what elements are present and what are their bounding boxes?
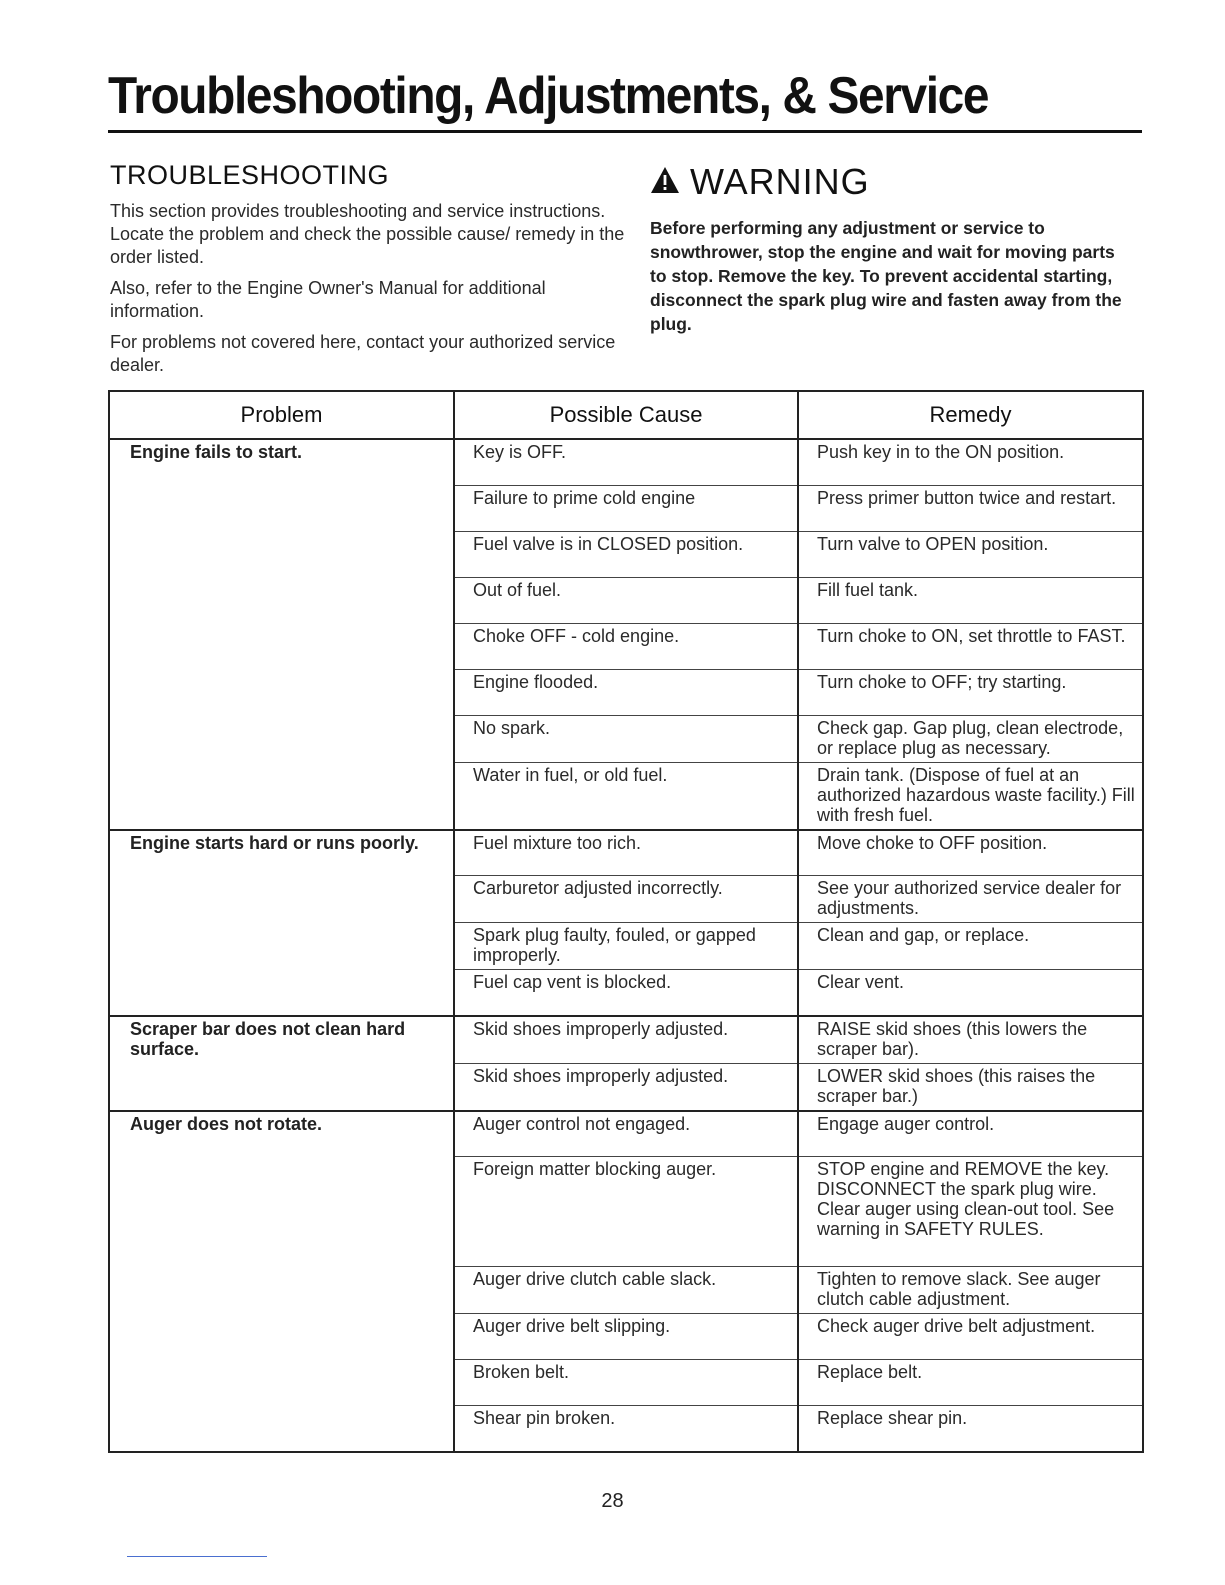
cause-cell: Carburetor adjusted incorrectly. (454, 876, 798, 923)
cause-cell: Out of fuel. (454, 577, 798, 623)
remedy-cell: Drain tank. (Dispose of fuel at an authorized hazardous waste facility.) Fill with fresh fuel. (798, 762, 1143, 830)
cause-cell: Water in fuel, or old fuel. (454, 762, 798, 830)
problem-cell: Engine fails to start. (109, 439, 454, 830)
remedy-cell: Fill fuel tank. (798, 577, 1143, 623)
cause-cell: Fuel cap vent is blocked. (454, 970, 798, 1016)
page-title: Troubleshooting, Adjustments, & Service (108, 67, 989, 125)
problem-cell: Engine starts hard or runs poorly. (109, 830, 454, 1016)
table-row (109, 1016, 1143, 1064)
cause-cell: Fuel mixture too rich. (454, 830, 798, 876)
table-row (109, 439, 1143, 485)
intro-paragraph: Also, refer to the Engine Owner's Manual for additional information. (110, 278, 546, 321)
cause-cell: Failure to prime cold engine (454, 485, 798, 531)
page-number: 28 (601, 1490, 624, 1512)
cause-cell: Key is OFF. (454, 439, 798, 485)
remedy-cell: Move choke to OFF position. (798, 830, 1143, 876)
remedy-cell: Clear vent. (798, 970, 1143, 1016)
cause-cell: Auger drive belt slipping. (454, 1314, 798, 1360)
warning-text: Before performing any adjustment or service to snowthrower, stop the engine and wait for moving parts to stop. Remove the key. To prevent accidental starting, disconnect the spark plug wire and fasten away from the plug. (650, 218, 1122, 334)
remedy-cell: Turn choke to OFF; try starting. (798, 669, 1143, 715)
remedy-cell: Replace belt. (798, 1360, 1143, 1406)
remedy-cell: Engage auger control. (798, 1111, 1143, 1157)
problem-cell: Scraper bar does not clean hard surface. (109, 1016, 454, 1111)
remedy-cell: Tighten to remove slack. See auger clutch cable adjustment. (798, 1267, 1143, 1314)
section-heading: TROUBLESHOOTING (110, 160, 390, 190)
remedy-cell: LOWER skid shoes (this raises the scraper bar.) (798, 1063, 1143, 1111)
remedy-cell: Clean and gap, or replace. (798, 923, 1143, 970)
remedy-cell: Check gap. Gap plug, clean electrode, or replace plug as necessary. (798, 715, 1143, 762)
cause-cell: No spark. (454, 715, 798, 762)
remedy-cell: RAISE skid shoes (this lowers the scraper bar). (798, 1016, 1143, 1064)
column-header-cause: Possible Cause (454, 391, 798, 439)
warning-box (650, 160, 1130, 336)
footer-underline (127, 1556, 267, 1557)
cause-cell: Choke OFF - cold engine. (454, 623, 798, 669)
intro-paragraph: For problems not covered here, contact your authorized service dealer. (110, 332, 616, 375)
remedy-cell: Turn choke to ON, set throttle to FAST. (798, 623, 1143, 669)
intro-text (110, 200, 630, 385)
table-header-row (109, 391, 1143, 439)
remedy-cell: Push key in to the ON position. (798, 439, 1143, 485)
remedy-cell: Press primer button twice and restart. (798, 485, 1143, 531)
cause-cell: Spark plug faulty, fouled, or gapped improperly. (454, 923, 798, 970)
remedy-cell: Turn valve to OPEN position. (798, 531, 1143, 577)
cause-cell: Fuel valve is in CLOSED position. (454, 531, 798, 577)
title-rule (108, 130, 1142, 133)
troubleshooting-table (108, 390, 1144, 1453)
cause-cell: Auger control not engaged. (454, 1111, 798, 1157)
warning-header (650, 160, 1130, 204)
cause-cell: Auger drive clutch cable slack. (454, 1267, 798, 1314)
remedy-cell: STOP engine and REMOVE the key. DISCONNECT the spark plug wire. Clear auger using clean-out tool. See warning in SAFETY RULES. (798, 1157, 1143, 1267)
cause-cell: Shear pin broken. (454, 1406, 798, 1452)
column-header-remedy: Remedy (798, 391, 1143, 439)
warning-title: WARNING (690, 161, 870, 202)
cause-cell: Engine flooded. (454, 669, 798, 715)
cause-cell: Skid shoes improperly adjusted. (454, 1016, 798, 1064)
table-body (109, 439, 1143, 1452)
remedy-cell: See your authorized service dealer for adjustments. (798, 876, 1143, 923)
problem-cell: Auger does not rotate. (109, 1111, 454, 1452)
column-header-problem: Problem (109, 391, 454, 439)
cause-cell: Broken belt. (454, 1360, 798, 1406)
intro-paragraph: This section provides troubleshooting and service instructions. Locate the problem and check the possible cause/ remedy in the order listed. (110, 201, 625, 267)
warning-triangle-icon (650, 166, 680, 199)
remedy-cell: Check auger drive belt adjustment. (798, 1314, 1143, 1360)
remedy-cell: Replace shear pin. (798, 1406, 1143, 1452)
cause-cell: Skid shoes improperly adjusted. (454, 1063, 798, 1111)
cause-cell: Foreign matter blocking auger. (454, 1157, 798, 1267)
table-row (109, 830, 1143, 876)
table-row (109, 1111, 1143, 1157)
